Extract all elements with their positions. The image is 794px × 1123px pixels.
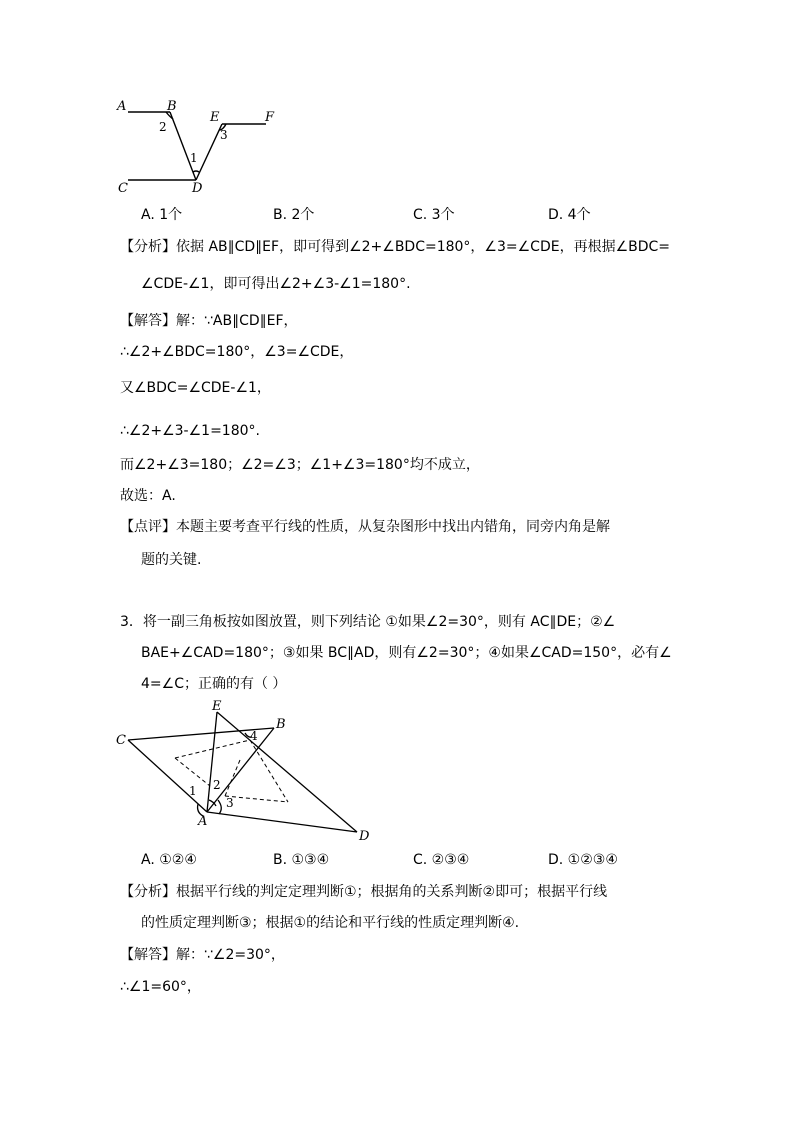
- label-a: A: [198, 814, 208, 829]
- comment-tag: 【点评】: [120, 519, 176, 535]
- angle-label-4: 4: [250, 729, 258, 743]
- q2-option-a: A. 1个: [141, 207, 183, 223]
- q2-option-b: B. 2个: [273, 207, 315, 223]
- segment-ad: [207, 812, 357, 832]
- segment-de: [196, 124, 222, 180]
- figure-triangle-boards: [0, 698, 794, 848]
- q2-option-c: C. 3个: [413, 207, 455, 223]
- q2-comment-line-1: [120, 517, 610, 537]
- q2-solution-line-1: [120, 311, 298, 331]
- label-e: E: [210, 110, 220, 125]
- angle-label-3: 3: [226, 796, 234, 810]
- segment-ab: [207, 728, 274, 812]
- angle-label-2: 2: [213, 778, 221, 792]
- comment-text: 本题主要考查平行线的性质，从复杂图形中找出内错角，同旁内角是解: [176, 519, 610, 535]
- figure-parallel-lines: [0, 95, 794, 295]
- q2-solution-line-5: 而∠2+∠3=180；∠2=∠3；∠1+∠3=180°均不成立，: [120, 457, 480, 473]
- solution-tag: 【解答】: [120, 947, 176, 963]
- angle-1-arc: [193, 171, 199, 172]
- q2-solution-line-4: ∴∠2+∠3-∠1=180°.: [120, 423, 260, 439]
- label-a: A: [117, 99, 127, 114]
- segment-ca: [128, 740, 207, 812]
- label-d: D: [192, 181, 203, 196]
- label-f: F: [265, 110, 275, 125]
- angle-label-1: 1: [190, 151, 198, 165]
- label-b: B: [276, 717, 286, 732]
- analysis-text: 根据平行线的判定定理判断①；根据角的关系判断②即可；根据平行线: [176, 884, 608, 900]
- label-e: E: [212, 699, 222, 714]
- angle-3-arc: [218, 800, 221, 814]
- q3-stem-line-1: 3．将一副三角板按如图放置，则下列结论 ①如果∠2=30°，则有 AC∥DE；②∠: [120, 614, 616, 630]
- q2-analysis-line-1: [120, 237, 670, 257]
- q3-solution-line-1: [120, 945, 285, 965]
- dashed-line-3: [250, 740, 288, 802]
- q3-option-d: D. ①②③④: [548, 852, 618, 868]
- segment-ae: [207, 712, 217, 812]
- label-d: D: [359, 829, 370, 844]
- analysis-tag: 【分析】: [120, 239, 176, 255]
- label-c: C: [116, 733, 126, 748]
- label-b: B: [167, 99, 177, 114]
- angle-label-3: 3: [220, 128, 228, 142]
- q3-stem-line-3: 4=∠C；正确的有（ ）: [141, 676, 287, 692]
- dashed-line-2: [175, 758, 210, 786]
- q3-option-b: B. ①③④: [273, 852, 330, 868]
- q2-option-d: D. 4个: [548, 207, 591, 223]
- q3-option-a: A. ①②④: [141, 852, 197, 868]
- q3-option-c: C. ②③④: [413, 852, 470, 868]
- q3-solution-line-2: ∴∠1=60°，: [120, 979, 201, 995]
- q3-analysis-line-2: 的性质定理判断③；根据①的结论和平行线的性质定理判断④.: [141, 915, 520, 931]
- q2-solution-line-6: 故选：A.: [120, 488, 176, 504]
- solution-text: 解：∵∠2=30°，: [176, 947, 285, 963]
- solution-tag: 【解答】: [120, 313, 176, 329]
- q3-analysis-line-1: [120, 882, 607, 902]
- dashed-line-5: [225, 760, 240, 796]
- solution-text: 解：∵AB∥CD∥EF，: [176, 313, 298, 329]
- q2-solution-line-2: ∴∠2+∠BDC=180°，∠3=∠CDE，: [120, 344, 354, 360]
- dashed-line-4: [225, 796, 288, 802]
- label-c: C: [118, 181, 128, 196]
- q2-comment-line-2: 题的关键.: [141, 552, 202, 568]
- segment-ed: [217, 712, 357, 832]
- analysis-text: 依据 AB∥CD∥EF，即可得到∠2+∠BDC=180°，∠3=∠CDE，再根据∠BDC=: [176, 239, 671, 255]
- q2-solution-line-3: 又∠BDC=∠CDE-∠1，: [120, 380, 271, 396]
- angle-label-1: 1: [189, 784, 197, 798]
- q2-analysis-line-2: ∠CDE-∠1，即可得出∠2+∠3-∠1=180°.: [141, 276, 411, 292]
- analysis-tag: 【分析】: [120, 884, 176, 900]
- segment-bd: [170, 112, 196, 180]
- angle-label-2: 2: [159, 120, 167, 134]
- q3-stem-line-2: BAE+∠CAD=180°；③如果 BC∥AD，则有∠2=30°；④如果∠CAD=150°，必有∠: [141, 645, 672, 661]
